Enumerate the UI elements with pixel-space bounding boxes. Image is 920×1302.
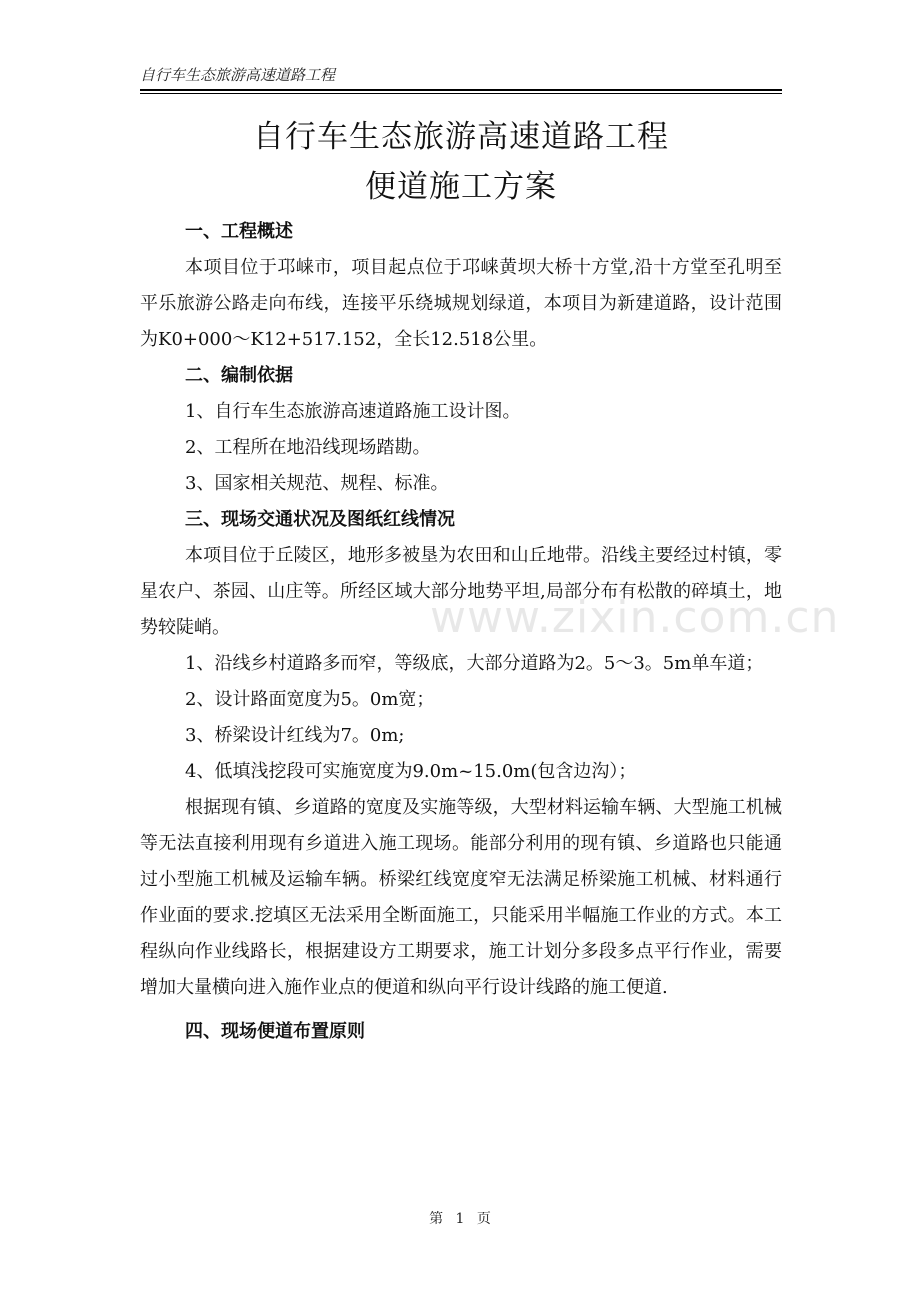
page-number-prefix: 第 [429, 1211, 444, 1227]
page-number: 1 [455, 1211, 465, 1227]
section-3-item-3: 3、桥梁设计红线为7。0m; [185, 725, 405, 746]
section-heading-4: 四、现场便道布置原则 [185, 1021, 365, 1042]
section-2-item-2: 2、工程所在地沿线现场踏勘。 [185, 437, 431, 458]
section-1-paragraph: 本项目位于邛崃市，项目起点位于邛崃黄坝大桥十方堂,沿十方堂至孔明至平乐旅游公路走向布线，连接平乐绕城规划绿道，本项目为新建道路，设计范围为K0+000～K12+517.152，全长12.518公里。 [140, 257, 782, 350]
section-3-paragraph-1: 本项目位于丘陵区，地形多被垦为农田和山丘地带。沿线主要经过村镇，零星农户、茶园、山庄等。所经区域大部分地势平坦,局部分布有松散的碎填土，地势较陡峭。 [140, 545, 782, 638]
section-3-paragraph-2: 根据现有镇、乡道路的宽度及实施等级，大型材料运输车辆、大型施工机械等无法直接利用现有乡道进入施工现场。能部分利用的现有镇、乡道路也只能通过小型施工机械及运输车辆。桥梁红线宽度窄无法满足桥梁施工机械、材料通行作业面的要求.挖填区无法采用全断面施工，只能采用半幅施工作业的方式。本工程纵向作业线路长，根据建设方工期要求，施工计划分多段多点平行作业，需要增加大量横向进入施作业点的便道和纵向平行设计线路的施工便道. [140, 797, 782, 998]
document-title-line2: 便道施工方案 [365, 169, 557, 205]
header-rule-thin [140, 93, 782, 94]
section-heading-2: 二、编制依据 [185, 365, 293, 386]
section-2-item-1: 1、自行车生态旅游高速道路施工设计图。 [185, 401, 521, 422]
section-3-item-1: 1、沿线乡村道路多而窄，等级底，大部分道路为2。5～3。5m单车道； [185, 653, 764, 674]
section-2-item-3: 3、国家相关规范、规程、标准。 [185, 473, 449, 494]
page-footer [0, 1208, 920, 1228]
running-header: 自行车生态旅游高速道路工程 [140, 66, 336, 84]
document-body [140, 112, 782, 1050]
section-3-item-4: 4、低填浅挖段可实施宽度为9.0m~15.0m(包含边沟）； [185, 761, 637, 782]
page-number-suffix: 页 [476, 1211, 491, 1227]
header-rule [140, 89, 782, 91]
watermark: www.zixin.com.cn [430, 592, 840, 643]
section-heading-3: 三、现场交通状况及图纸红线情况 [185, 509, 455, 530]
section-3-item-2: 2、设计路面宽度为5。0m宽； [185, 689, 435, 710]
section-heading-1: 一、工程概述 [185, 221, 293, 242]
document-title-line1: 自行车生态旅游高速道路工程 [253, 119, 669, 155]
